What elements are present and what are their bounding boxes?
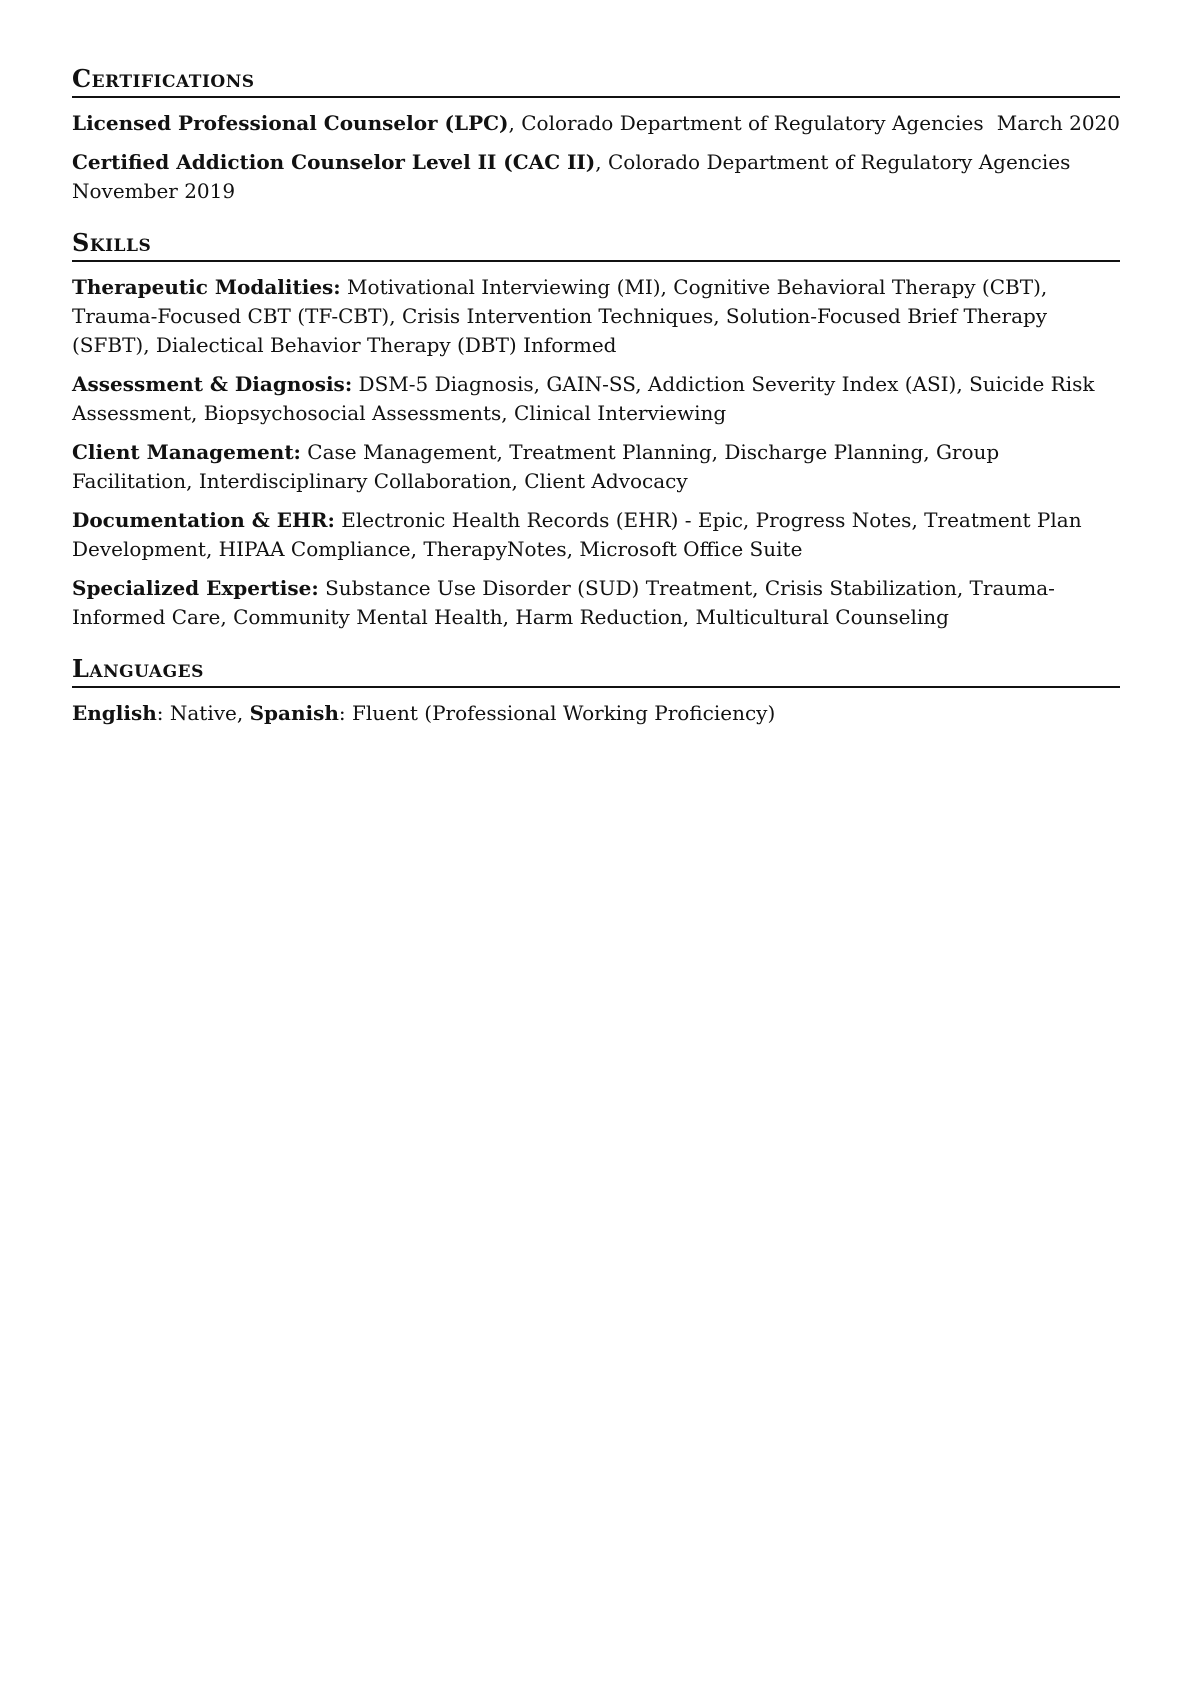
skill-group-text: Electronic Health Records (EHR) - Epic, Progress Notes, Treatment Plan Development, HIPAA Compliance, TherapyNotes, Microsoft Office Suite — [72, 508, 1082, 561]
certification-name: Licensed Professional Counselor (LPC) — [72, 111, 509, 135]
certification-issuer: , Colorado Department of Regulatory Agencies — [595, 150, 1071, 174]
certification-date: March 2020 — [996, 111, 1120, 135]
skill-group — [72, 438, 1120, 496]
skill-group-label: Assessment & Diagnosis: — [72, 372, 353, 396]
section-title-skills: Skills — [72, 228, 1120, 262]
skill-group — [72, 506, 1120, 564]
skill-group-text: Case Management, Treatment Planning, Discharge Planning, Group Facilitation, Interdisciplinary Collaboration, Client Advocacy — [72, 440, 1000, 493]
skill-group-text: DSM-5 Diagnosis, GAIN-SS, Addiction Severity Index (ASI), Suicide Risk Assessment, Biopsychosocial Assessments, Clinical Interviewing — [72, 372, 1095, 425]
skill-group-label: Specialized Expertise: — [72, 576, 319, 600]
languages-section — [72, 654, 1120, 728]
skill-group-label: Documentation & EHR: — [72, 508, 335, 532]
certification-issuer: , Colorado Department of Regulatory Agencies — [508, 111, 984, 135]
language-level: : Native, — [156, 701, 244, 725]
resume-page — [72, 64, 1120, 750]
languages-list — [72, 699, 1120, 728]
section-title-certifications: Certifications — [72, 64, 1120, 98]
certifications-section — [72, 64, 1120, 206]
certification-name: Certified Addiction Counselor Level II (CAC II) — [72, 150, 596, 174]
section-title-languages: Languages — [72, 654, 1120, 688]
skill-group — [72, 574, 1120, 632]
language-level: : Fluent (Professional Working Proficiency) — [338, 701, 776, 725]
skills-section — [72, 228, 1120, 632]
certification-item — [72, 148, 1120, 206]
skill-group-text: Motivational Interviewing (MI), Cognitive Behavioral Therapy (CBT), Trauma-Focused CBT (TF-CBT), Crisis Intervention Techniques, Solution-Focused Brief Therapy (SFBT), Dialectical Behavior Therapy (DBT) Informed — [72, 275, 1048, 357]
language-name: Spanish — [249, 701, 339, 725]
skill-group — [72, 370, 1120, 428]
skill-group — [72, 273, 1120, 360]
certification-item — [72, 109, 1120, 138]
language-name: English — [72, 701, 157, 725]
skill-group-label: Client Management: — [72, 440, 301, 464]
skill-group-text: Substance Use Disorder (SUD) Treatment, Crisis Stabilization, Trauma-Informed Care, Community Mental Health, Harm Reduction, Multicultural Counseling — [72, 576, 1055, 629]
certification-date: November 2019 — [72, 179, 236, 203]
skill-group-label: Therapeutic Modalities: — [72, 275, 341, 299]
